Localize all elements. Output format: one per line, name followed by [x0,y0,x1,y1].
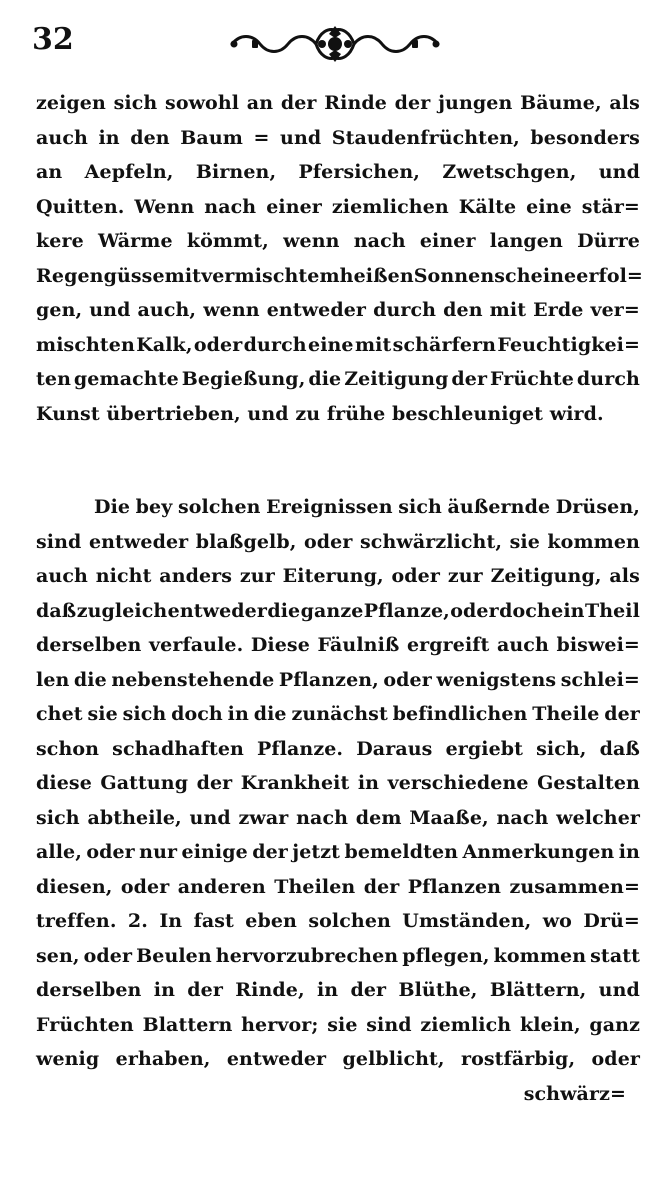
word: sich [113,92,158,114]
word: ergiebt [445,737,524,760]
word: der [394,92,431,114]
word: nicht [95,565,152,587]
word: doch [499,599,551,622]
word: sich [398,496,442,518]
word: in [316,979,339,1001]
word: Zeitigung [344,368,449,390]
text-line-last: Kunst übertrieben, und zu frühe beschleuniget wird. [36,402,604,425]
word: ganz [589,1013,640,1036]
text-line [36,559,640,594]
word: verschiedene [387,772,529,794]
word: sie [87,703,118,725]
word: der [451,368,488,390]
word: zur [239,565,275,587]
word: zunächst [291,703,388,725]
text-line [36,835,640,870]
word: an [246,92,274,114]
word: Pflanzen [407,875,502,898]
word: ziemlich [420,1013,512,1036]
word: mit [489,299,527,321]
word: anderen [177,875,266,898]
word: verfaule. [149,634,244,656]
word: und [280,126,322,149]
word: Regengüsse [36,264,165,287]
word: durch [243,333,307,356]
word: auch, [137,299,197,321]
word: auch [36,126,88,149]
word: bemeldten [344,841,459,863]
word: langen [489,230,563,252]
catchword: schwärz= [523,1082,626,1105]
word: entweder [266,299,367,321]
word: die [308,368,342,390]
text-line [36,121,640,156]
word: als [609,92,640,114]
word: Feuchtigkei= [497,333,640,356]
text-line [36,973,640,1008]
word: ganze [300,599,364,622]
word: auch [496,634,549,656]
word: in [98,126,120,149]
word: ziemlichen [331,195,449,218]
word: hervor; [241,1013,319,1036]
word: schon [36,737,100,760]
word: der [187,979,223,1001]
word: derselben [36,979,142,1001]
word: gelblicht, [342,1048,445,1070]
word: nach [496,806,549,829]
word: eine [308,333,354,356]
word: eben [245,910,297,932]
word: und [189,806,231,829]
word: Ereignissen [266,496,393,518]
paragraph-2 [36,490,640,1111]
word: Wenn [134,195,195,218]
word: schärfern [392,333,497,356]
word: diese [36,772,92,794]
word: wenn [203,299,260,321]
word: als [609,565,640,587]
word: Rinde [324,92,387,114]
word: und [598,161,640,183]
word: der [252,841,288,863]
text-line [36,904,640,939]
text-line [36,697,640,732]
word: Eiterung, [282,565,384,587]
word: rostfärbig, [461,1048,576,1070]
word: oder [193,333,243,356]
word: Früchten [36,1013,134,1036]
text-line [36,525,640,560]
word: äußernde [447,496,551,518]
word: der [604,703,640,725]
word: oder [120,875,170,898]
word: statt [590,944,640,967]
word: befindlichen [392,703,528,725]
word: ein [551,599,585,622]
word: der [363,875,400,898]
word: kommen [493,944,587,967]
word: sich, [536,737,587,760]
word: blaßgelb, [195,530,297,553]
word: Pflanze, [363,599,450,622]
word: Drüsen, [555,496,640,518]
page-number: 32 [32,22,74,57]
text-line [36,766,640,801]
word: zeigen [36,92,106,114]
word: der [196,772,233,794]
word: dem [355,806,402,829]
word: erfol= [576,264,643,287]
text-line [36,663,640,698]
text-line [36,293,640,328]
word: Begießung, [181,368,306,390]
word: in [227,703,249,725]
word: Kälte [458,195,517,218]
word: in [618,841,640,863]
text-line [36,490,640,525]
word: Beulen [136,944,212,967]
word: Fäulniß [317,634,400,656]
word: Blättern, [489,979,587,1001]
word: entweder [88,530,189,553]
word: durch [373,299,437,321]
text-line [36,155,640,190]
word: kere [36,230,84,252]
word: in [153,979,175,1001]
word: nur [139,841,178,863]
word: Gestalten [537,772,640,794]
text-line [36,594,640,629]
word: und [89,299,131,321]
word: sich [122,703,167,725]
word: mit [164,264,202,287]
text-line [36,628,640,663]
word: zusammen= [509,875,640,898]
word: Daraus [356,737,433,760]
word: besonders [530,126,640,149]
word: schwärzlicht, [359,530,503,553]
word: alle, [36,841,82,863]
word: einer [266,195,322,218]
word: Kalk, [136,333,193,356]
text-line [36,1042,640,1077]
word: Gattung [100,772,189,794]
word: Diese [250,634,310,656]
word: oder [383,668,432,691]
word: Rinde, [235,979,305,1001]
word: Blüthe, [398,979,478,1001]
text-line [36,259,643,294]
word: oder [83,944,133,967]
word: den [443,299,483,321]
word: doch [171,703,223,725]
word: wenigstens [436,668,557,691]
word: Die [94,496,131,518]
word: sie [509,530,540,553]
word: die [253,703,287,725]
word: diesen, [36,875,113,898]
word: die [267,599,301,622]
word: sind [366,1013,412,1036]
word: oder [591,1048,640,1070]
word: Sonnenscheine [413,264,577,287]
word: zwar [238,806,289,829]
text-line [36,732,640,767]
text-line [36,1008,640,1043]
word: Anmerkungen [462,841,615,863]
word: ergreift [406,634,490,656]
word: und [598,979,640,1001]
word: anders [159,565,233,587]
word: Erde [533,299,584,321]
word: sind [36,530,82,553]
word: auch [36,565,88,587]
word: pflegen, [402,944,490,967]
word: Zeitigung, [490,565,602,587]
word: jungen [438,92,513,114]
word: an [36,161,63,183]
word: Dürre [577,230,640,252]
word: Aepfeln, [84,161,174,183]
word: der [280,92,317,114]
word: die [73,668,107,691]
printers-ornament-icon [222,20,448,68]
word: entweder [167,599,267,622]
word: oder [391,565,440,587]
word: bey [135,496,173,518]
word: Blattern [142,1013,233,1036]
word: Theile [532,703,600,725]
word: In [159,910,183,932]
word: nach [204,195,257,218]
word: Maaße, [409,806,489,829]
word: Staudenfrüchten, [331,126,520,149]
word: Zwetschgen, [442,161,577,183]
word: Früchte [490,368,574,390]
word: wenig [36,1048,100,1070]
text-line [36,190,640,225]
word: treffen. [36,910,117,932]
word: sen, [36,944,80,967]
text-line [36,801,640,836]
word: der [350,979,387,1001]
word: oder [303,530,353,553]
word: abtheile, [87,806,182,829]
word: derselben [36,634,142,656]
word: Umständen, [402,910,532,932]
word: 2. [127,910,148,932]
word: daß [36,599,77,622]
word: Baum [180,126,243,149]
word: Bäume, [520,92,602,114]
word: welcher [556,806,640,829]
word: einer [419,230,476,252]
paragraph-1 [36,86,643,431]
text-line [36,224,640,259]
word: hervorzubrechen [215,944,399,967]
word: in [357,772,380,794]
text-line [36,86,640,121]
word: schlei= [560,668,640,691]
word: Pfersichen, [298,161,420,183]
word: kömmt, [186,230,269,252]
word: nach [353,230,406,252]
word: durch [576,368,640,390]
word: oder [450,599,499,622]
word: sie [327,1013,358,1036]
word: Wärme [97,230,173,252]
word: nach [296,806,349,829]
word: stär= [581,195,640,218]
word: len [36,668,70,691]
word: ten [36,368,71,390]
word: daß [599,737,640,760]
word: solchen [177,496,261,518]
text-line [36,939,640,974]
word: fast [193,910,234,932]
word: kommen [547,530,640,553]
word: Drü= [583,910,640,932]
word: ver= [590,299,640,321]
word: mit [354,333,392,356]
word: jetzt [292,841,341,863]
word: zugleich [76,599,168,622]
text-line [36,870,640,905]
text-line [36,362,640,397]
word: Pflanzen, [278,668,379,691]
word: den [130,126,170,149]
word: solchen [308,910,391,932]
word: Krankheit [240,772,350,794]
word: klein, [519,1013,581,1036]
word: Theil [584,599,640,622]
word: heißen [339,264,414,287]
word: mischten [36,333,135,356]
text-line [36,328,640,363]
word: wenn [283,230,340,252]
word: eine [526,195,572,218]
word: gen, [36,299,83,321]
word: Pflanze. [257,737,344,760]
word: Birnen, [195,161,277,183]
word: vermischtem [201,264,340,287]
word: sowohl [165,92,240,114]
word: zur [447,565,483,587]
word: Quitten. [36,195,125,218]
word: schadhaften [112,737,244,760]
word: nebenstehende [111,668,275,691]
word: gemachte [73,368,179,390]
word: wo [542,910,572,932]
word: entweder [226,1048,327,1070]
word: biswei= [556,634,640,656]
word: erhaben, [115,1048,211,1070]
word: = [253,126,270,149]
word: einige [181,841,248,863]
word: sich [36,806,80,829]
word: Theilen [274,875,356,898]
word: oder [86,841,135,863]
word: chet [36,703,83,725]
